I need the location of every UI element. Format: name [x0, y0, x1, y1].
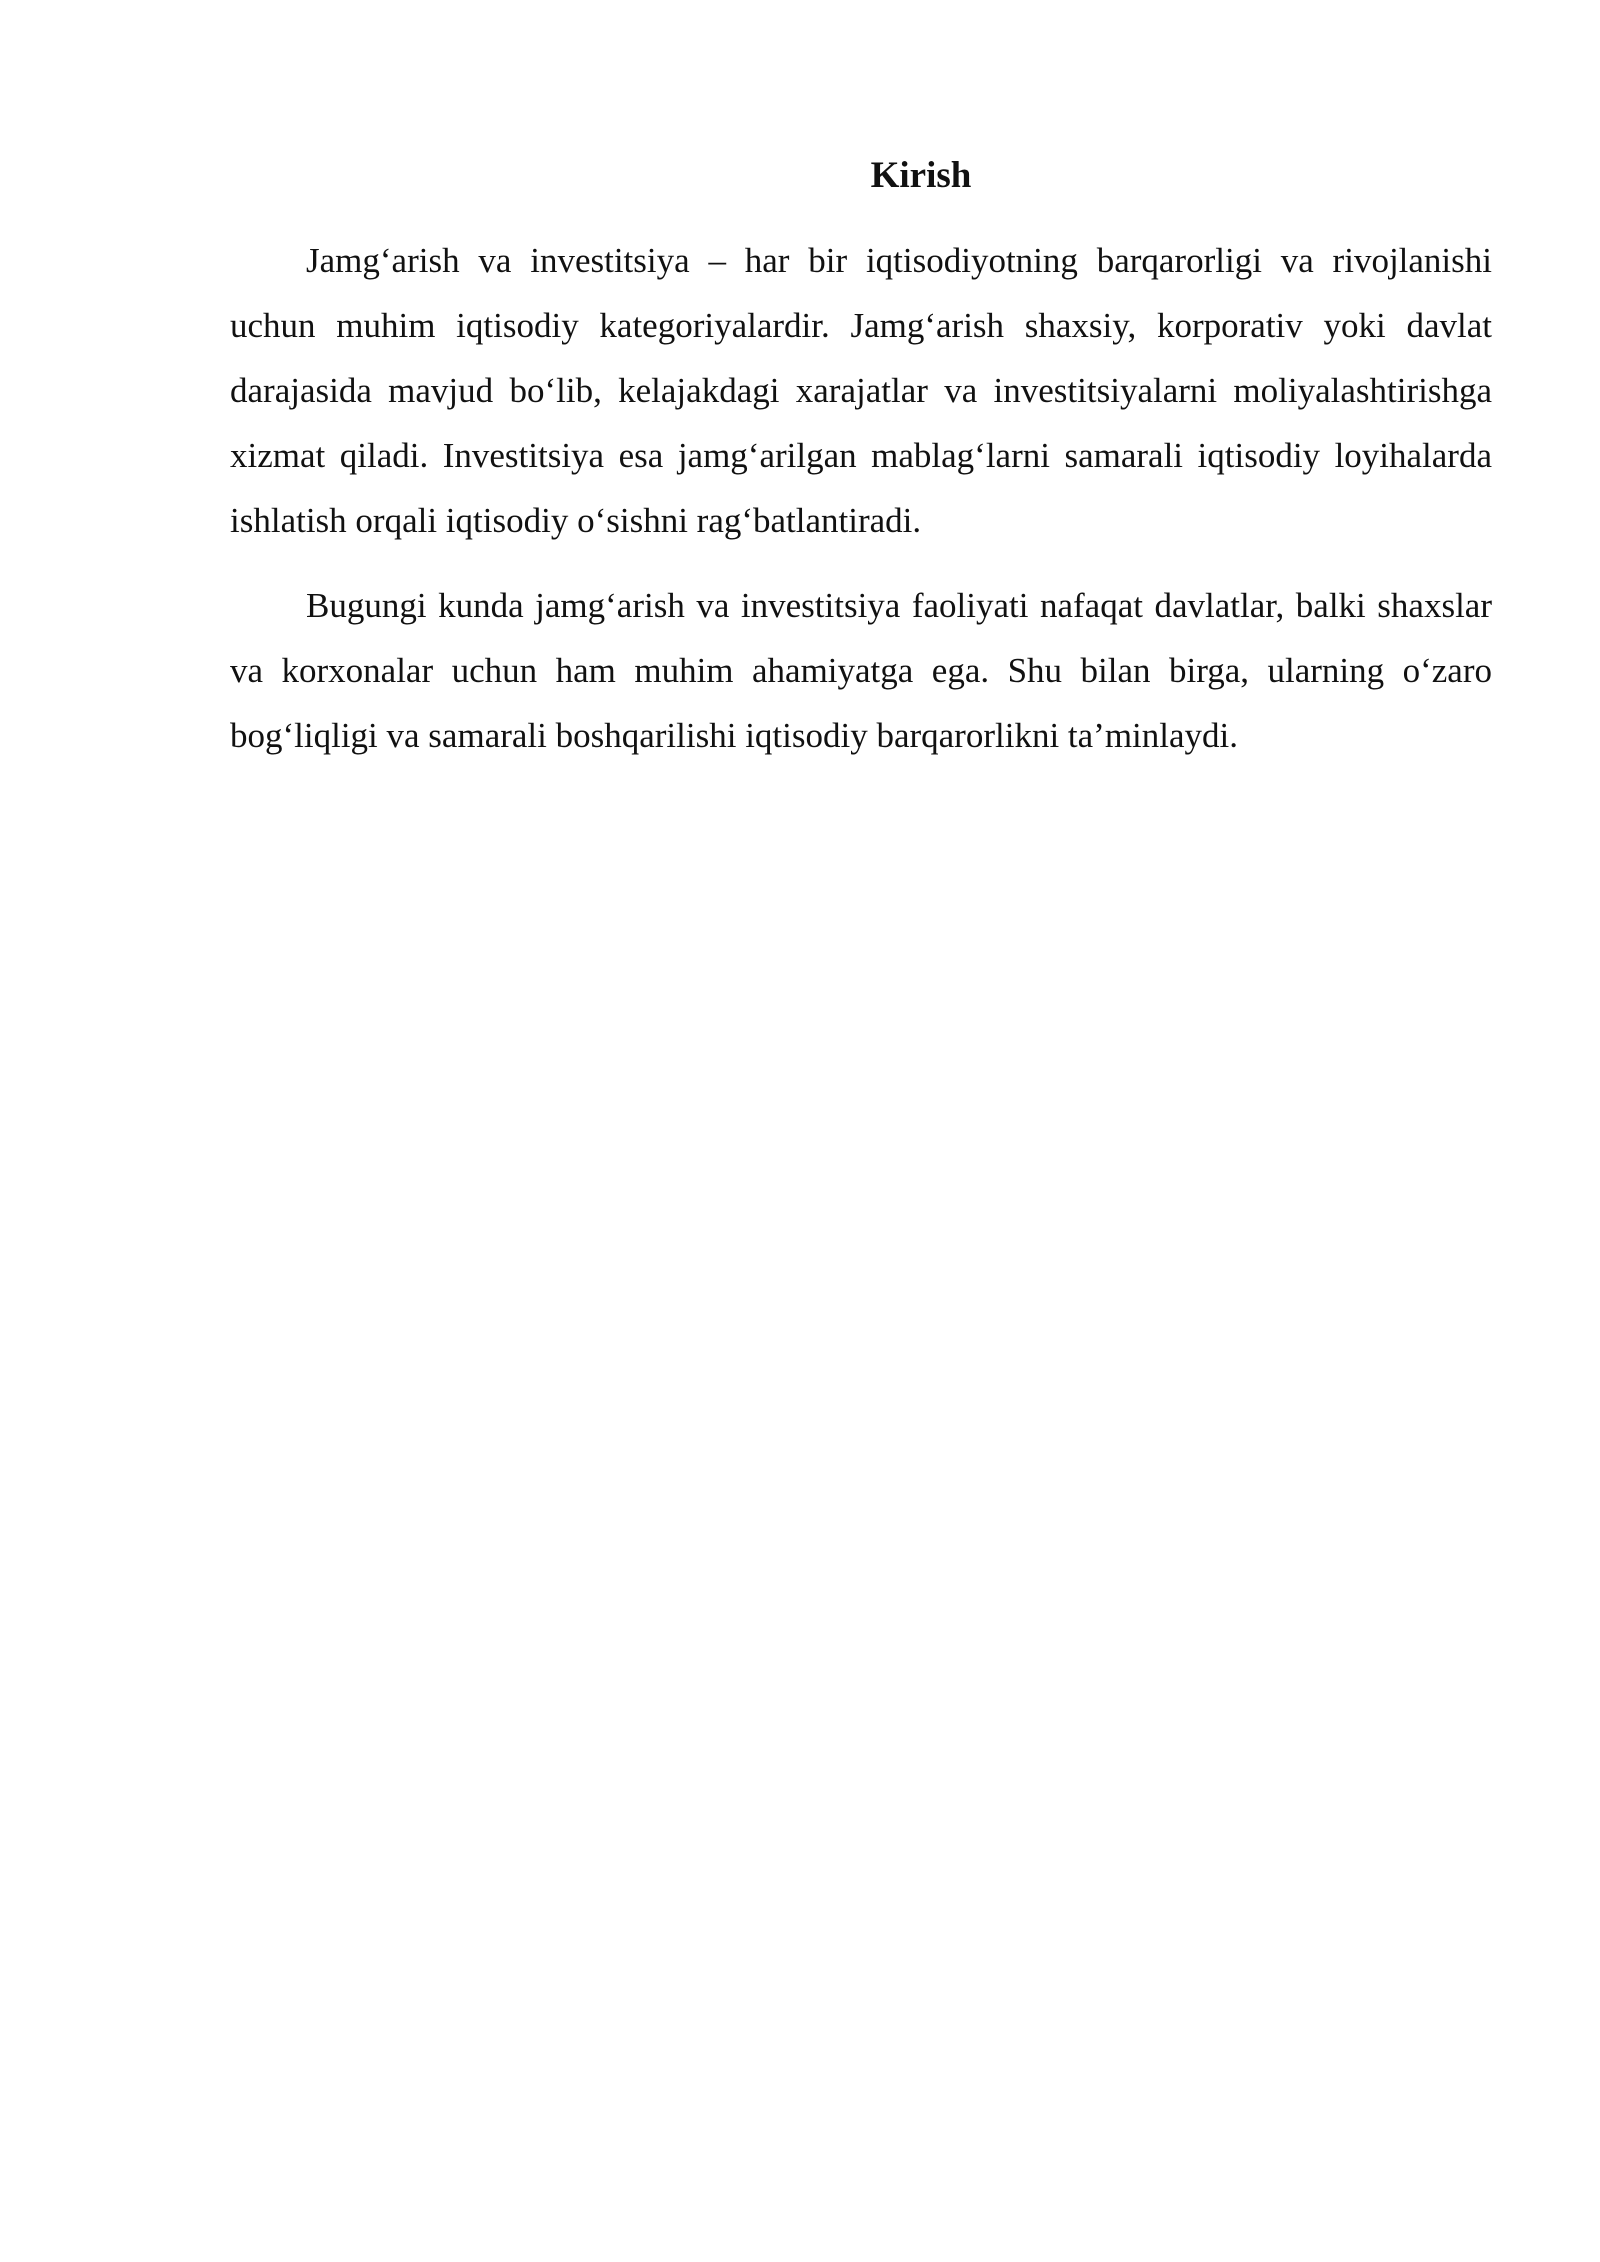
paragraph-2: Bugungi kunda jamg‘arish va investitsiya faoliyati nafaqat davlatlar, balki shaxslar va korxonalar uchun ham muhim ahamiyatga ega. Shu bilan birga, ularning o‘zaro bog‘liqligi va samarali boshqarilishi iqtisodiy barqarorlikni ta’minlaydi. — [230, 586, 1492, 755]
paragraph-1: Jamg‘arish va investitsiya – har bir iqtisodiyotning barqarorligi va rivojlanishi uchun muhim iqtisodiy kategoriyalardir. Jamg‘arish shaxsiy, korporativ yoki davlat darajasida mavjud bo‘lib, kelajakdagi xarajatlar va investitsiyalarni moliyalashtirishga xizmat qiladi. Investitsiya esa jamg‘arilgan mablag‘larni samarali iqtisodiy loyihalarda ishlatish orqali iqtisodiy o‘sishni rag‘batlantiradi. — [230, 241, 1492, 540]
section-title: Kirish — [870, 155, 972, 196]
document-body — [230, 148, 1492, 788]
